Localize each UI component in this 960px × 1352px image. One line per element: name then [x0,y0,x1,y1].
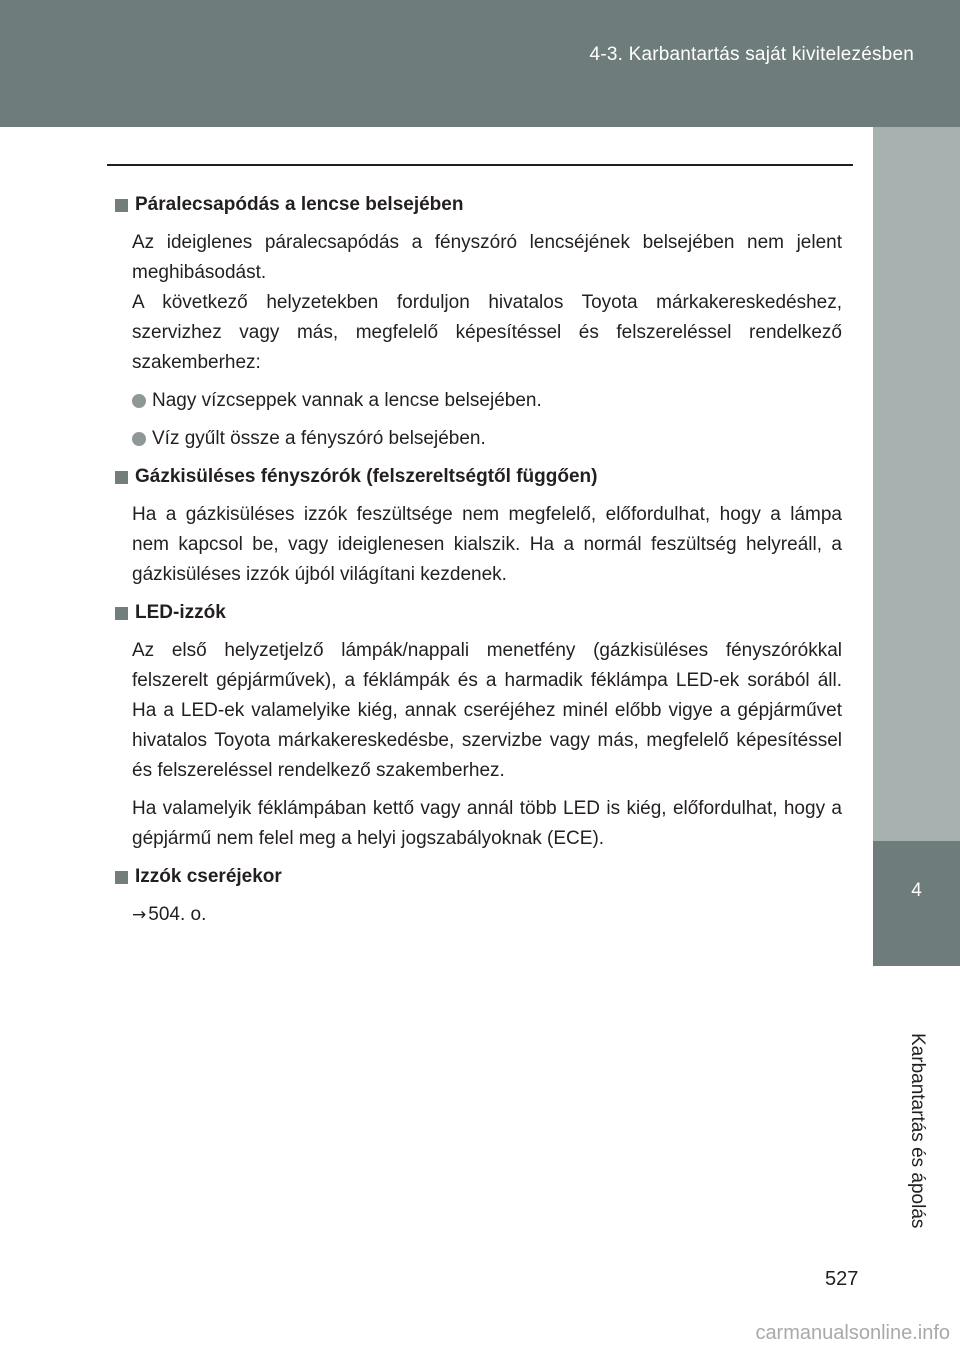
section-title: 4-3. Karbantartás saját kivitelezésben [589,44,914,65]
section-heading: Izzók cseréjekor [112,862,842,892]
paragraph: Az ideiglenes páralecsapódás a fényszóró lencséjének belsejében nem jelent meghibásodást. [132,232,842,283]
circle-bullet-icon [132,394,146,408]
top-divider [107,164,853,166]
right-arrow-icon: → [132,905,147,925]
page-content [112,190,842,938]
list-item: Nagy vízcseppek vannak a lencse belsejében. [132,386,842,416]
chapter-title: Karbantartás és ápolás [907,1033,928,1229]
paragraph: A következő helyzetekben forduljon hivatalos Toyota márkakereskedéshez, szervizhez vagy más, megfelelő képesítéssel és felszereléssel rendelkező szakemberhez: [132,292,842,373]
circle-bullet-icon [132,432,146,446]
paragraph: Ha valamelyik féklámpában kettő vagy annál több LED is kiég, előfordulhat, hogy a gépjármű nem felel meg a helyi jogszabályoknak (ECE). [132,798,842,849]
section-heading: Páralecsapódás a lencse belsejében [112,190,842,220]
chapter-number: 4 [911,880,922,901]
section-heading: LED-izzók [112,598,842,628]
header-band [0,0,960,127]
section-condensation [112,190,842,454]
chapter-number-block [873,841,960,966]
page-reference: → 504. o. [132,900,842,930]
square-bullet-icon [115,199,128,212]
square-bullet-icon [115,607,128,620]
square-bullet-icon [115,471,128,484]
paragraph: Ha a gázkisüléses izzók feszültsége nem megfelelő, előfordulhat, hogy a lámpa nem kapcsol be, vagy ideiglenesen kialszik. Ha a normál feszültség helyreáll, a gázkisüléses izzók újból világítani kezdenek. [132,504,842,585]
watermark: carmanualsonline.info [755,1322,950,1344]
side-tab-background [873,127,960,841]
section-bulb-replacement [112,862,842,930]
list-item: Víz gyűlt össze a fényszóró belsejében. [132,424,842,454]
square-bullet-icon [115,871,128,884]
page-number: 527 [825,1268,859,1290]
paragraph: Az első helyzetjelző lámpák/nappali menetfény (gázkisüléses fényszórókkal felszerelt gépjárművek), a féklámpák és a harmadik féklámpa LED-ek sorából áll. Ha a LED-ek valamelyike kiég, annak cseréjéhez minél előbb vigye a gépjárművet hivatalos Toyota márkakereskedésbe, szervizbe vagy más, megfelelő képesítéssel és felszereléssel rendelkező szakemberhez. [132,640,842,781]
section-gas-discharge [112,462,842,590]
section-heading: Gázkisüléses fényszórók (felszereltségtől függően) [112,462,842,492]
section-led [112,598,842,854]
chapter-side-tab [873,127,960,1352]
